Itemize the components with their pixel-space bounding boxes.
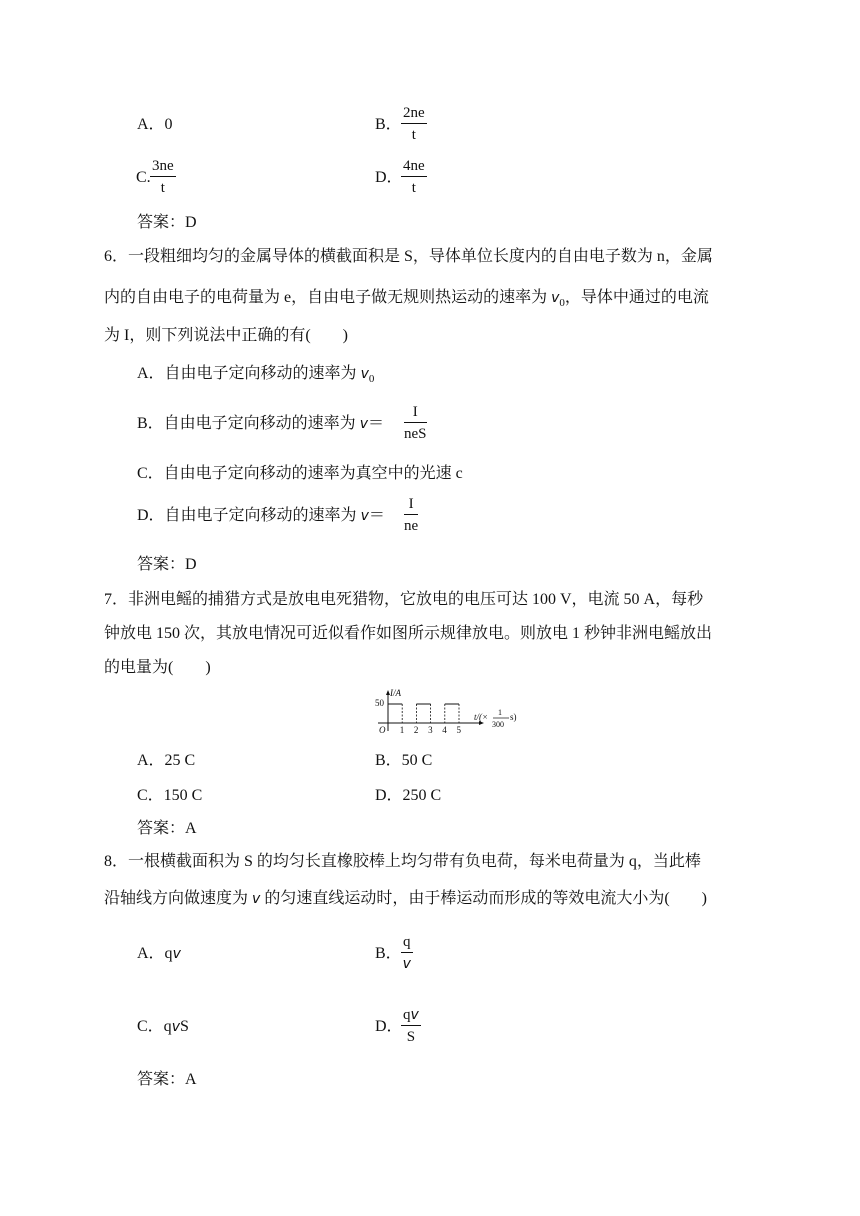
x-unit-tail: s): [510, 712, 517, 722]
q6-option-b-fraction: [404, 403, 427, 443]
option-text: A．自由电子定向移动的速率为: [137, 365, 361, 382]
q8-stem-text: 沿轴线方向做速度为: [104, 890, 253, 907]
velocity-symbol: v: [360, 366, 369, 382]
fraction-denominator: t: [411, 180, 416, 196]
fraction-denominator: t: [411, 127, 416, 143]
q8-option-b-fraction: [401, 933, 413, 973]
fraction-numerator: 4ne: [401, 157, 427, 177]
q6-option-d-fraction: [404, 495, 418, 535]
fraction-numerator: q: [401, 933, 413, 953]
velocity-symbol: v: [252, 891, 261, 907]
q5-option-c-label: C.: [136, 169, 151, 186]
fraction-numerator: I: [404, 403, 427, 423]
q7-option-c: C．150 C: [137, 787, 203, 804]
option-text: D．自由电子定向移动的速率为: [137, 507, 361, 524]
x-tick-label: 1: [399, 725, 405, 735]
q6-answer: 答案：D: [137, 556, 197, 573]
pulse-group: [388, 704, 459, 723]
q7-stem-line1: 7．非洲电鳐的捕猎方式是放电电死猎物，它放电的电压可达 100 V，电流 50 A，每秒: [104, 591, 704, 608]
q8-option-c: [137, 1017, 189, 1037]
q8-option-d-fraction: [401, 1006, 421, 1046]
charge-symbol: q: [403, 1007, 411, 1023]
fraction-numerator: I: [404, 495, 418, 515]
velocity-symbol: v: [551, 290, 560, 306]
x-tick-label: 4: [442, 725, 447, 735]
velocity-symbol: v: [171, 1019, 180, 1035]
option-text: C．q: [137, 1018, 172, 1035]
q7-option-b: B．50 C: [375, 752, 433, 769]
q8-stem-line2: [104, 889, 707, 909]
option-text: S: [179, 1018, 189, 1035]
q5-option-c-fraction: [150, 157, 176, 197]
q5-option-b-fraction: [401, 104, 427, 144]
fraction-numerator: 3ne: [150, 157, 176, 177]
q6-stem-text: 内的自由电子的电荷量为 e，自由电子做无规则热运动的速率为: [104, 289, 552, 306]
velocity-symbol: v: [172, 946, 181, 962]
x-tick-label: 2: [413, 725, 419, 735]
q7-stem-line2: 钟放电 150 次，其放电情况可近似看作如图所示规律放电。则放电 1 秒钟非洲电鳐放出: [104, 625, 713, 642]
equals-sign: ＝: [368, 507, 385, 524]
option-text: B．自由电子定向移动的速率为: [137, 415, 360, 432]
q7-option-a: A．25 C: [137, 752, 196, 769]
q5-option-b-label: B．: [375, 116, 402, 133]
q6-stem-text: ，导体中通过的电流: [564, 289, 709, 306]
subscript: 0: [368, 373, 375, 385]
q5-option-d-fraction: [401, 157, 427, 197]
q5-option-a: A．0: [137, 116, 173, 133]
x-tick-group: [400, 725, 462, 735]
q6-stem-line2: [104, 288, 709, 309]
subscript: 0: [559, 297, 565, 309]
x-axis-label: t/(×: [474, 712, 489, 722]
x-unit-denominator: 300: [492, 720, 504, 729]
q6-stem-line3: 为 I，则下列说法中正确的有( ): [104, 327, 348, 344]
current-pulse-graph: [372, 688, 542, 738]
fraction-denominator: v: [402, 956, 411, 972]
fraction-denominator: neS: [404, 426, 427, 442]
x-tick-label: 5: [456, 725, 461, 735]
velocity-symbol: v: [360, 508, 369, 524]
y-tick-50: 50: [375, 698, 384, 708]
q8-answer: 答案：A: [137, 1071, 197, 1088]
q5-answer: 答案：D: [137, 214, 197, 231]
fraction-denominator: S: [406, 1029, 416, 1045]
fraction-denominator: ne: [404, 518, 419, 534]
x-tick-label: 3: [428, 725, 433, 735]
q8-option-a: [137, 944, 181, 964]
q7-option-d: D．250 C: [375, 787, 442, 804]
fraction-denominator: t: [160, 180, 165, 196]
q6-option-c: C．自由电子定向移动的速率为真空中的光速 c: [137, 465, 463, 482]
q5-option-d-label: D．: [375, 169, 403, 186]
q7-stem-line3: 的电量为( ): [104, 659, 211, 676]
q8-option-b-label: B．: [375, 945, 402, 962]
equals-sign: ＝: [367, 415, 384, 432]
y-axis-label: I/A: [390, 688, 401, 698]
q6-option-a: [137, 364, 374, 385]
q6-option-d: [137, 506, 385, 526]
q8-stem-text: 的匀速直线运动时，由于棒运动而形成的等效电流大小为( ): [260, 890, 707, 907]
q6-stem-line1: 6．一段粗细均匀的金属导体的横截面积是 S，导体单位长度内的自由电子数为 n，金属: [104, 248, 713, 265]
fraction-numerator: [401, 1006, 421, 1026]
q7-answer: 答案：A: [137, 820, 197, 837]
q6-option-b: [137, 414, 384, 434]
option-text: A．q: [137, 945, 173, 962]
velocity-symbol: v: [410, 1007, 419, 1023]
origin-label: O: [379, 725, 386, 735]
fraction-numerator: 2ne: [401, 104, 427, 124]
x-unit-numerator: 1: [498, 708, 502, 717]
q8-option-d-label: D．: [375, 1018, 403, 1035]
velocity-symbol: v: [359, 416, 368, 432]
q8-stem-line1: 8．一根横截面积为 S 的均匀长直橡胶棒上均匀带有负电荷，每米电荷量为 q，当此棒: [104, 853, 701, 870]
